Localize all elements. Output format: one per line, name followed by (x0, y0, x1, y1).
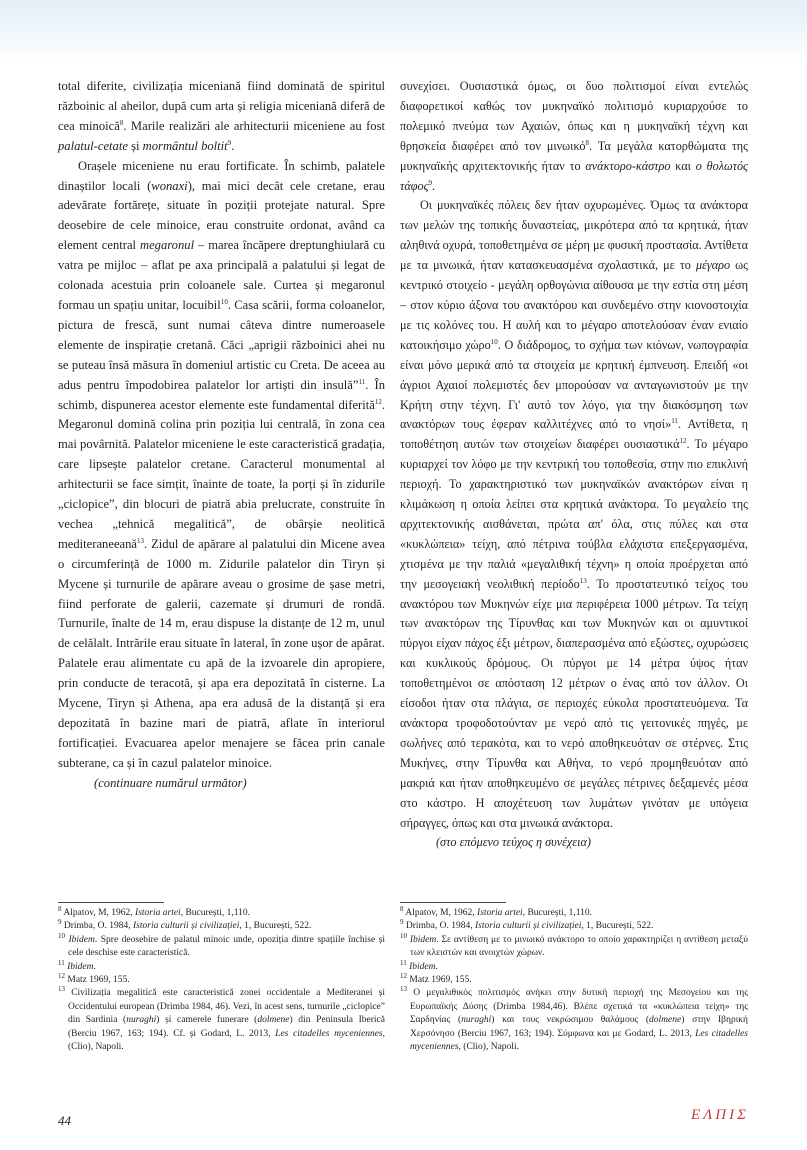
footnote-ref: 9 (428, 178, 433, 187)
footnotes-romanian (58, 902, 385, 1054)
paragraph: συνεχίσει. Ουσιαστικά όμως, οι δυο πολιτισμοί είναι εντελώς διαφορετικοί καθώς τον μυκηναϊκό πολιτισμό κυριαρχούσε το πολεμικό πνεύμα των Αχαιών, όπως και η μυκηναϊκή τέχνη και θρησκεία διαφέρει από τον μινωικό$^8$. Τα μεγάλα κατορθώματα της μυκηναϊκής αρχιτεκτονικής ήταν το ανάκτορο-κάστρο και ο θολωτός τάφος$^9$. (400, 79, 749, 193)
paragraph: Οι μυκηναϊκές πόλεις δεν ήταν οχυρωμένες. Όμως τα ανάκτορα των μελών της τοπικής δυναστείας, μικρότερα από τα κρητικά, ήταν αληθινά οχυρά, τοποθετημένα σε μέρη με φυσική προστασία. Αντίθετα με τα μινωικά, ήταν κατασκευασμένα σχολαστικά, με το μέγαρο ως κεντρικό στοιχείο - μεγάλη ορθογώνια αίθουσα με την εστία στη μέση – στον κύριο άξονα του ανακτόρου και συνδεμένο στην κιονοστοιχία με τις κολόνες του. Η αυλή και το μέγαρο αποτελούσαν έναν ενιαίο κατοικήσιμο χώρο$^{10}$. Ο διάδρομος, το σχήμα των κιόνων, νωπογραφία είναι μόνο μερικά από τα στοιχεία με κρητική έμπνευση. Επειδή «οι άγριοι Αχαιοί πολεμιστές δεν μπορούσαν να ανταγωνιστούν με την Κρήτη στην τέχνη. Γι' αυτό τον λόγο, για την διακόσμηση των ανακτόρων τους έφεραν καλλιτέχνες από το νησί»$^{11}$. Αντίθετα, η τοποθέτηση αυτών των στοιχείων διαφέρει ουσιαστικά$^{12}$. Το μέγαρο κυριαρχεί τον λόφο με την κεντρική του τοποθεσία, στην πιο επικλινή περιοχή. Το χαρακτηριστικό των μυκηναϊκών ανακτόρων είναι η κλιμάκωση η οποία λείπει στα κρητικά ανάκτορα. Το μεγαλείο της αρχιτεκτονικής αισθάνεται, πρώτα απ' όλα, στις πύλες και στα «κυκλώπεια» τείχη, από πέτρινα τούβλα ελάχιστα επεξεργασμένα, χτισμένα με την παλιά «μεγαλιθική τέχνη» η οποία προέρχεται από την μεσογειακή νεολιθική περίοδο$^{13}$. Το προστατευτικό τείχος του ανακτόρου των Μυκηνών είχε μια περιφέρεια 1000 μέτρων. Τα τείχη των ανακτόρων της Τίρυνθας και των Μυκηνών και οι αμυντικοί πύργοι είχαν πάχος έξι μέτρων, διαπερασμένα από εξώστες, οχυρώσεις και κυκλικούς δρόμους. Οι πύργοι με 14 μέτρα ύψος ήταν τοποθετημένοι σε απόσταση 12 μέτρων ο ένας από τον άλλον. Οι είσοδοι ήταν στα πλάγια, σε περιοχές εύκολα προστατευόμενα. Τα ανάκτορα τροφοδοτούνταν με νερό από τις γειτονικές πηγές, με σωλήνες από τερακότα, και το νερό αποθηκευόταν σε στέρνες. Στις Μυκήνες, στην Τίρυνθα και Αθήνα, το νερό προμηθευόταν από μακριά και ήταν αποθηκευμένο σε μεγάλες πέτρινες δεξαμενές μέσα στο κάστρο. Η αποχέτευση των λυμάτων γινόταν με υπόγεια σήραγγες, όπως και στα μινωικά ανάκτορα. (400, 198, 749, 830)
paragraph: total diferite, civilizația miceniană fiind dominată de spiritul războinic al aheilor, după cum arta și religia miceniană diferă de cea minoică$^8$. Marile realizări ale arhitecturii miceniene au fost palatul-cetate și mormântul boltit$^9$. (58, 79, 385, 153)
footnote: $^{12}$ Matz 1969, 155. (58, 971, 130, 986)
footnote-ref: 9 (227, 138, 232, 147)
journal-name: ΕΛΠΙΣ (691, 1107, 749, 1123)
paragraph: Orașele miceniene nu erau fortificate. În schimb, palatele dinaștilor locali (wonaxi), mai mici decât cele cretane, erau adevărate fortărețe, situate în poziții protejate natural. Spre deosebire de cele minoice, erau construite ordonat, având ca element central megaronul – marea încăpere dreptunghiulară cu vatra pe mijloc – aflat pe axa principală a palatului și legat de colonada acestuia prin coloanele sale. Curtea și megaronul formau un spațiu unitar, locuibil$^{10}$. Casa scării, forma coloanelor, pictura de frescă, sunt numai câteva dintre numeroasele elemente de inspirație cretană. Căci „aprigii războinici ahei nu se puteau însă măsura în domeniul artistic cu Creta. De aceea au adus pentru împodobirea palatelor lor artiști din insulă”$^{11}$. În schimb, dispunerea acestor elemente este fundamental diferită$^{12}$. Megaronul domină colina prin poziția lui centrală, în zona cea mai povârnită. Palatelor miceniene le este caracteristică gradația, care lipsește palatelor cretane. Caracterul monumental al arhitecturii se face simțit, înainte de toate, la porți și în zidurile „ciclopice”, din blocuri de piatră abia prelucrate, construite în vechea „tehnică megalitică”, de obârșie neolitică mediteraneeană$^{13}$. Zidul de apărare al palatului din Micene avea o circumferință de 1000 m. Zidurile palatelor din Tiryn și Mycene și turnurile de apărare aveau o grosime de șase metri, fiind perforate de galerii, cazemate și drumuri de rondă. Turnurile, înalte de 14 m, erau dispuse la distanțe de 12 m, unul de celălalt. Intrările erau situate în lateral, în zone ușor de apărat. Palatele erau alimentate cu apă de la izvoarele din apropiere, prin conducte de teracotă, și apa era depozitată în cisterne. La Mycene, Tiryn și Athena, apa era adusă de la distanță și era depozitată în bazine mari de piatră, aflate în interiorul fortificației. Evacuarea apelor menajere se făcea prin canale subterane, ca și în cazul palatelor minoice. (58, 158, 386, 770)
footnote: $^{13}$ Ο μεγαλιθικός πολιτισμός ανήκει στην δυτική περιοχή της Μεσογείου και της Ευρωπαϊκής Δύσης (Drimba 1984,46). Βλέπε σχετικά τα «κυκλώπεια τείχη» της Σαρδηνίας (nuraghi) και τους νεκρώσιμου θαλάμους (dolmene) στην Ιβηρική Χερσόνησο (Berciu 1967, 163; 194). Σύμφωνα και με Godard, L. 2013, Les citadelles myceniennes, (Clio), Napoli. (400, 985, 749, 1053)
footnote-ref: 11 (671, 417, 678, 426)
footnote: $^8$ Alpatov, M, 1962, Istoria artei, București, 1,110. (400, 904, 593, 918)
footnote-ref: 8 (119, 118, 124, 127)
footnotes-greek (400, 902, 748, 1054)
footnote: $^{11}$ Ibidem. (58, 958, 96, 972)
continued-note: (στο επόμενο τεύχος η συνέχεια) (436, 835, 591, 850)
greek-column (400, 77, 748, 853)
footnote: $^9$ Drimba, O. 1984, Istoria culturii și civilizației, 1, București, 522. (400, 918, 654, 932)
footnote-ref: 12 (679, 437, 687, 446)
footnote-ref: 13 (137, 536, 145, 545)
romanian-column (58, 77, 385, 794)
footnote: $^{13}$ Civilizația megalitică este caracteristică zonei occidentale a Mediteranei și Occidentului european (Drimba 1984, 46). Vezi, în acest sens, turnurile „ciclopice” din Sardinia (nuraghi) și camerele funerare (dolmene) din Peninsula Iberică (Berciu 1967, 163; 194). Cf. și Godard, L. 2013, Les citadelles myceniennes, (Clio), Napoli. (58, 985, 385, 1053)
footnote-ref: 8 (585, 138, 589, 147)
footnote-ref: 10 (220, 297, 228, 306)
continued-note: (continuare numărul următor) (94, 775, 247, 790)
footnote-ref: 13 (579, 576, 587, 585)
page-header-band (0, 0, 807, 66)
footnote-ref: 11 (358, 377, 366, 386)
footnote: $^{11}$ Ibidem. (400, 958, 438, 972)
footnote: $^{12}$ Matz 1969, 155. (400, 971, 472, 986)
footnote-ref: 12 (374, 397, 382, 406)
footnote: $^{10}$ Ibidem. Spre deosebire de palatul minoic unde, opoziția dintre spațiile închise și cele deschise este caracteristică. (58, 931, 385, 959)
footnote: $^{10}$ Ibidem. Σε αντίθεση με το μινωικό ανάκτορο το οποίο χαρακτηρίζει η αντίθεση μεταξύ των κλειστών και ανοιχτών χώρων. (400, 931, 748, 959)
footnote: $^8$ Alpatov, M, 1962, Istoria artei, București, 1,110. (58, 904, 251, 918)
footnote-rule (400, 902, 506, 903)
footnote-ref: 10 (490, 337, 498, 346)
page-number: 44 (58, 1113, 71, 1128)
footnote-rule (58, 902, 164, 903)
footnote: $^9$ Drimba, O. 1984, Istoria culturii și civilizației, 1, București, 522. (58, 918, 312, 932)
